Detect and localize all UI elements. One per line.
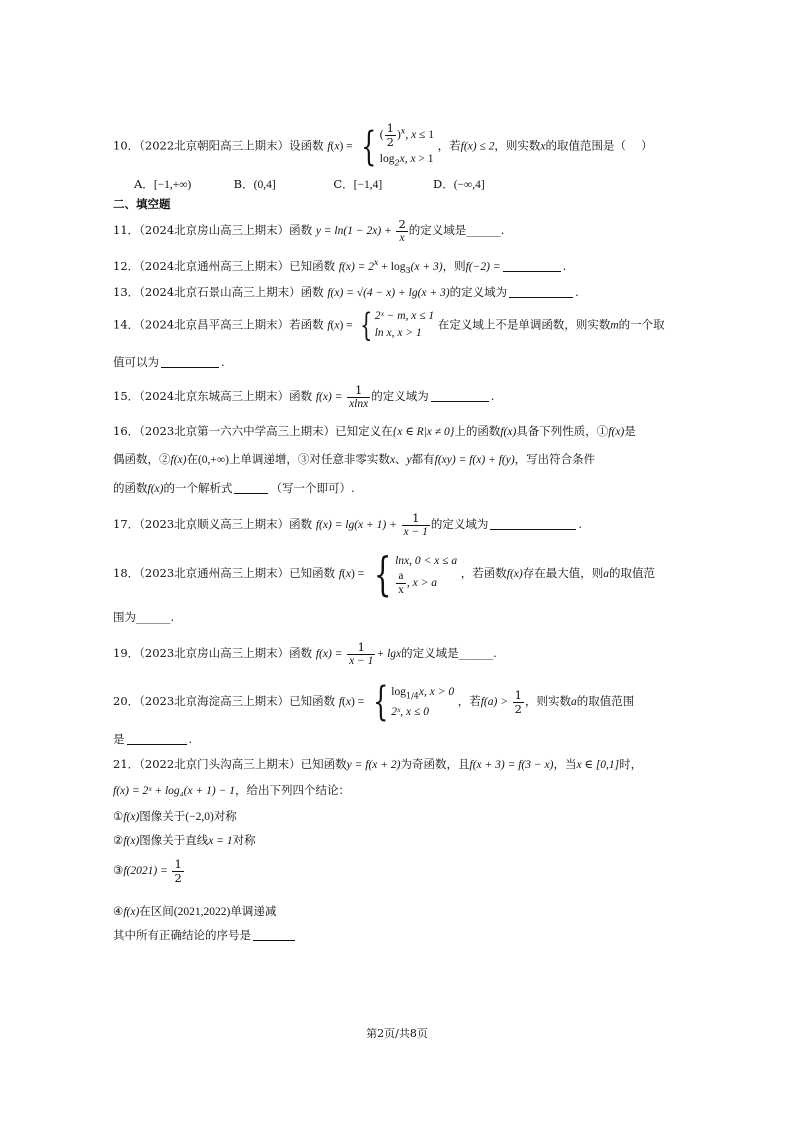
answer-blank[interactable] <box>253 928 295 941</box>
answer-blank[interactable] <box>509 285 573 298</box>
question-18-cont: 围为______. <box>113 610 175 624</box>
answer-blank[interactable] <box>127 732 187 745</box>
conclusion-4: ④f(x)在区间(2021,2022)单调递减 <box>113 904 277 918</box>
option-b[interactable]: B．(0,4] <box>233 177 276 191</box>
conclusion-1: ①f(x)图像关于(−2,0)对称 <box>113 809 237 823</box>
question-17: 17．（2023北京顺义高三上期末）函数 f(x) = lg(x + 1) + $\frac{1}{x - 1}$ 的定义域为 . <box>113 511 583 538</box>
conclusion-2: ②f(x)图像关于直线x = 1对称 <box>113 833 256 847</box>
piecewise-function: { 2ˣ − m, x ≤ 1 ln x, x > 1 <box>360 306 435 345</box>
option-d[interactable]: D．(−∞,4] <box>432 177 485 191</box>
question-10: 10．（2022北京朝阳高三上期末）设函数 f(x) = { ( $\frac{1}{2}$ )$^x$, x ≤ 1 $\log_2x$, x > 1 ，若f(x) ≤ 2，则实数x的取值范围是（ ） <box>113 121 653 170</box>
question-19: 19．（2023北京房山高三上期末）函数 f(x) = $\frac{1}{x - 1}$ + lgx的定义域是______. <box>113 640 497 667</box>
answer-blank[interactable] <box>161 355 219 368</box>
question-16-line3: 的函数f(x)的一个解析式 （写一个即可）. <box>113 481 355 495</box>
answer-blank[interactable] <box>431 389 489 402</box>
question-21: 21．（2022北京门头沟高三上期末）已知函数y = f(x + 2)为奇函数，且f(x + 3) = f(3 − x)，当x ∈ [0,1]时， <box>113 757 643 771</box>
answer-blank[interactable] <box>234 481 268 494</box>
question-21-line2: f(x) = 2ˣ + log₄(x + 1) − 1，给出下列四个结论： <box>113 783 350 797</box>
question-10-options <box>134 177 529 194</box>
question-13: 13．（2024北京石景山高三上期末）函数 f(x) = √(4 − x) + lg(x + 3)的定义域为 . <box>113 285 579 299</box>
question-15: 15．（2024北京东城高三上期末）函数 f(x) = $\frac{1}{xlnx}$ 的定义域为 . <box>113 383 495 410</box>
question-16: 16．（2023北京第一六六中学高三上期末）已知定义在{x ∈ R|x ≠ 0}上的函数f(x)具备下列性质，①f(x)是 <box>113 424 636 438</box>
question-16-line2: 偶函数，②f(x)在(0,+∞)上单调递增，③对任意非零实数x、y都有f(xy) = f(x) + f(y)，写出符合条件 <box>113 452 596 466</box>
question-21-ask: 其中所有正确结论的序号是 <box>113 928 297 944</box>
question-11: 11．（2024北京房山高三上期末）函数 y = ln(1 − 2x) + $\frac{2}{x}$ 的定义域是______. <box>113 217 505 244</box>
option-c[interactable]: C．[−1,4] <box>333 177 383 191</box>
question-14-cont: 值可以为 . <box>113 355 225 369</box>
piecewise-function: { lnx, 0 < x ≤ a $\frac{a}{x}$ , x > a <box>373 547 458 601</box>
question-20: 20．（2023北京海淀高三上期末）已知函数 f(x) = { $\log_{1/4}x$, x > 0 2ˣ, x ≤ 0 ，若f(a) > $\frac{1}{2}$ ，则实数a的取值范围 <box>113 679 635 726</box>
question-14: 14．（2024北京昌平高三上期末）若函数 f(x) = { 2ˣ − m, x ≤ 1 ln x, x > 1 在定义域上不是单调函数，则实数m的一个取 <box>113 306 665 345</box>
piecewise-function: { $\log_{1/4}x$, x > 0 2ˣ, x ≤ 0 <box>372 679 455 726</box>
question-20-cont: 是 . <box>113 732 193 746</box>
section-heading: 二、填空题 <box>113 197 171 211</box>
piecewise-function: { ( $\frac{1}{2}$ )$^x$, x ≤ 1 $\log_2x$, x > 1 <box>361 121 434 170</box>
answer-blank[interactable] <box>490 517 576 530</box>
question-18: 18．（2023北京通州高三上期末）已知函数 f(x) = { lnx, 0 < x ≤ a $\frac{a}{x}$ , x > a ，若函数f(x)存在最大值，则a的取值范 <box>113 547 655 601</box>
answer-blank[interactable] <box>503 259 561 272</box>
conclusion-3: ③f(2021) = $\frac{1}{2}$ <box>113 857 182 885</box>
question-12: 12．（2024北京通州高三上期末）已知函数 $f(x) = 2^x + \log_3(x + 3)$，则f(−2) = . <box>113 258 567 276</box>
option-a[interactable]: A．[−1,+∞) <box>134 177 192 191</box>
page-number: 第2页/共8页 <box>366 1027 428 1040</box>
